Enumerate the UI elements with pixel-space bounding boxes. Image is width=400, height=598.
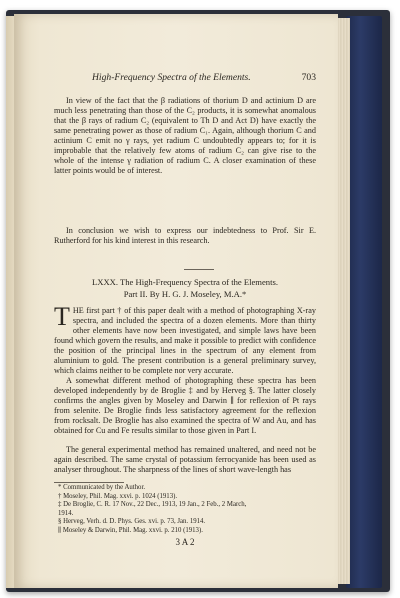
footnote: † Moseley, Phil. Mag. xxvi. p. 1024 (1913).: [58, 492, 178, 500]
footnote: * Communicated by the Author.: [58, 484, 146, 491]
article-heading: LXXX. The High-Frequency Spectra of the Elements.: [92, 277, 278, 287]
footnote: ‡ De Broglie, C. R. 17 Nov., 22 Dec., 1913, 19 Jan., 2 Feb., 2 March,: [58, 501, 247, 509]
paragraph-acknowledgement: In conclusion we wish to express our indebtedness to Prof. Sir E. Rutherford for his kind interest in this research.: [54, 226, 316, 245]
page-edges: [336, 18, 350, 584]
running-header: [54, 72, 316, 86]
paragraph-penetration: In view of the fact that the β radiations of thorium D and actinium D are much less penetrating than those of the C₂ products, it is somewhat anomalous that the β rays of radium C₂ (equivalent to Th D and Act D) have exactly the same penetrating power as those of radium C₁. Again, although thorium C and actinium C emit no γ rays, yet radium C undoubtedly appears to; for it is improbable that the relatively few atoms of radium C₂ can give rise to the whole of the intense γ radiation of radium C. A closer examination of these latter points would be of interest.: [54, 96, 316, 175]
book-binding: [346, 16, 382, 588]
article-byline: Part II. By H. G. J. Moseley, M.A.*: [123, 289, 247, 299]
footnotes: [58, 484, 316, 536]
footnote: ∥ Moseley & Darwin, Phil. Mag. xxvi. p. 210 (1913).: [58, 526, 203, 534]
article-title: [54, 276, 316, 300]
page-number: 703: [301, 72, 316, 83]
book-page: [14, 14, 338, 588]
running-title: High-Frequency Spectra of the Elements.: [92, 72, 251, 83]
footnote: 1914.: [58, 509, 74, 517]
paragraph-experimental: The general experimental method has remained unaltered, and need not be again described. The same crystal of potassium ferrocyanide has been used as analyser throughout. The sharpness of the lines of short wave-length has: [54, 445, 316, 474]
signature-mark: 3 A 2: [175, 537, 195, 547]
section-divider: [184, 269, 214, 270]
footnote-rule: [54, 482, 124, 483]
paragraph-intro-text: HE first part † of this paper dealt with a method of photographing X-ray spectra, and included the spectra of a dozen elements. More than thirty other elements have now been investigated, and simple laws have been found which govern the results, and make it possible to predict with confidence the position of the principal lines in the spectrum of any element from aluminium to gold. The present contribution is a general preliminary survey, which claims neither to be complete nor very accurate.: [54, 306, 316, 375]
paragraph-method: A somewhat different method of photographing these spectra has been developed independently by de Broglie ‡ and by Herveg §. The latter closely confirms the angles given by Moseley and Darwin ∥ for reflexion of Pt rays from selenite. De Broglie finds less satisfactory agreement for the reflexion from rocksalt. De Broglie has also examined the spectra of W and Au, and has obtained for Cu and Fe results similar to those given in Part I.: [54, 376, 316, 435]
paragraph-intro: [54, 302, 316, 376]
footnote: § Herveg, Verh. d. D. Phys. Ges. xvi. p. 73, Jan. 1914.: [58, 518, 206, 526]
drop-cap: T: [54, 302, 70, 331]
